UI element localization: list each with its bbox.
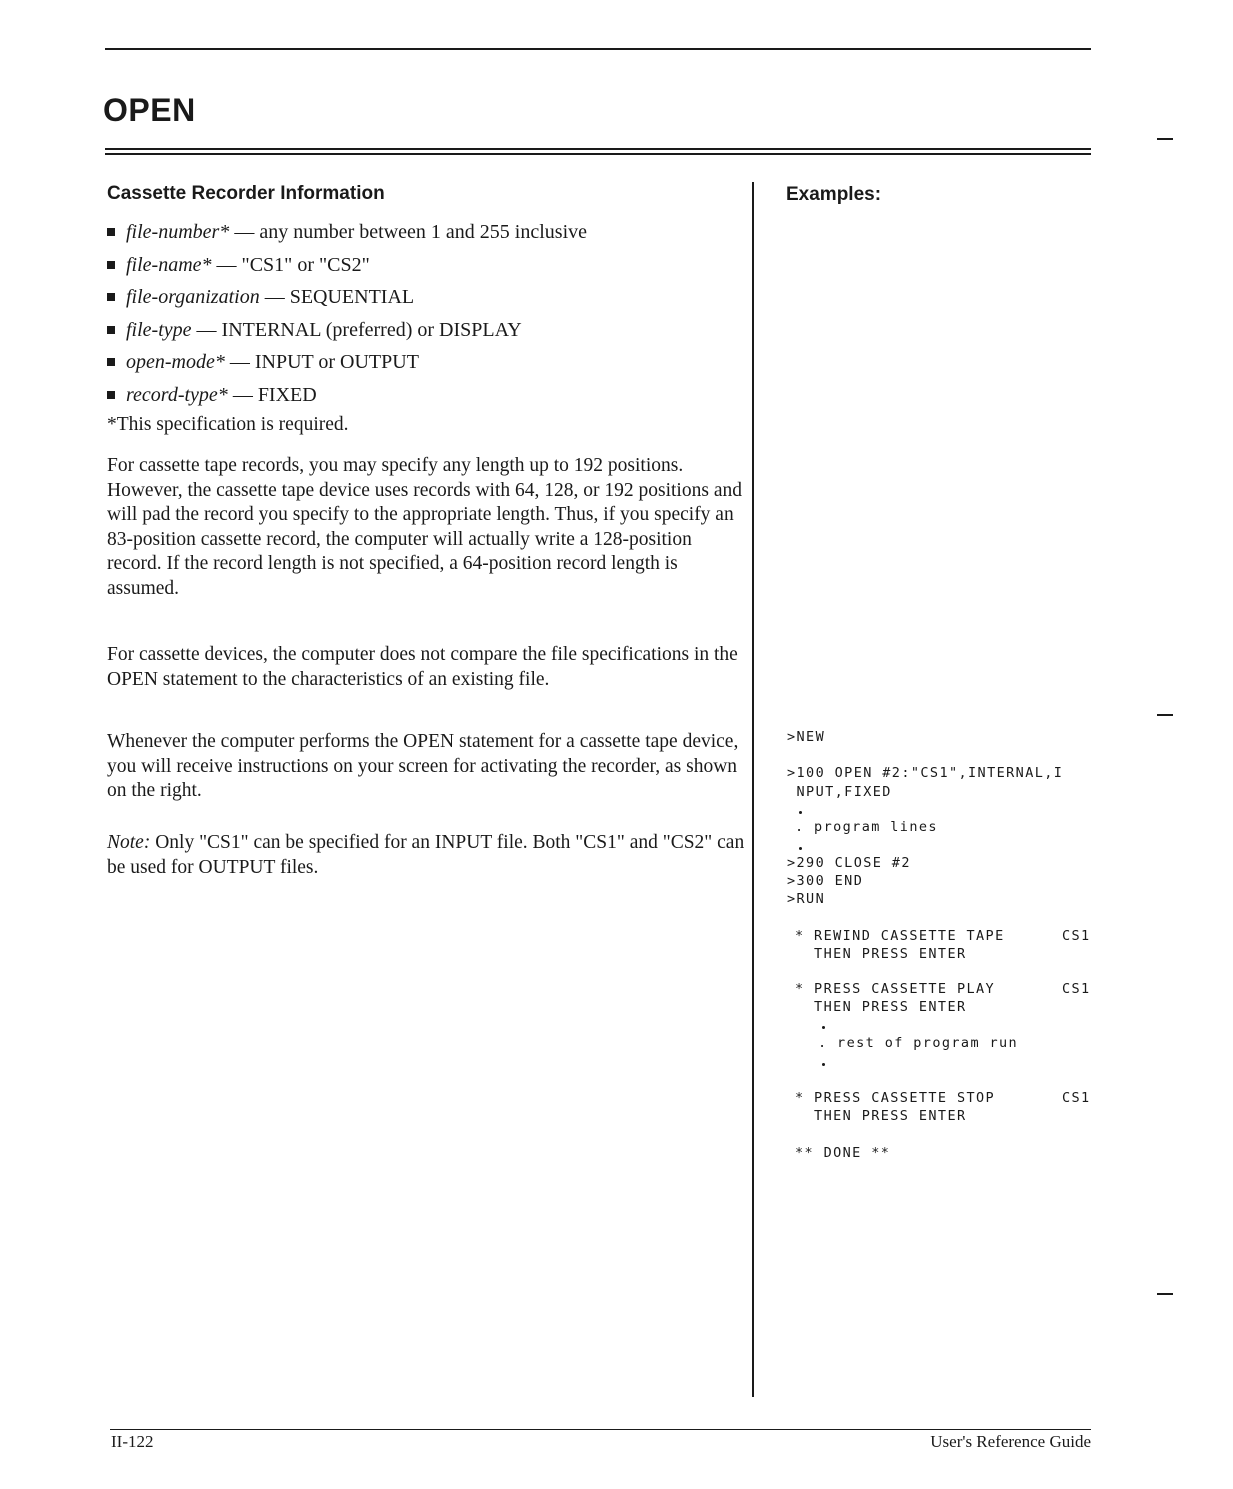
margin-mark	[1157, 714, 1173, 716]
bullet-icon	[107, 228, 115, 236]
spec-term: file-type	[126, 318, 192, 341]
spec-term: open-mode*	[126, 351, 225, 373]
spec-desc: — any number between 1 and 255 inclusive	[229, 221, 587, 243]
footer-rule	[110, 1429, 1091, 1430]
note-label: Note:	[107, 832, 151, 853]
prompt-done: ** DONE **	[795, 1145, 891, 1161]
list-item	[107, 379, 747, 412]
prompt-rewind-enter: THEN PRESS ENTER	[795, 946, 967, 962]
spec-desc: — INPUT or OUTPUT	[224, 351, 419, 373]
code-line-end: >300 END	[787, 873, 864, 889]
spec-term: file-organization	[126, 286, 260, 308]
top-rule	[105, 48, 1091, 50]
code-line-run: >RUN	[787, 891, 826, 907]
ellipsis-dot	[799, 811, 802, 814]
column-divider	[752, 182, 754, 1397]
prompt-rewind: * REWIND CASSETTE TAPE	[795, 928, 1005, 944]
code-line-rest: . rest of program run	[818, 1035, 1019, 1051]
bullet-icon	[107, 261, 115, 269]
prompt-play-enter: THEN PRESS ENTER	[795, 999, 967, 1015]
spec-desc: — INTERNAL (preferred) or DISPLAY	[191, 318, 522, 341]
ellipsis-dot	[822, 1026, 825, 1029]
prompt-play: * PRESS CASSETTE PLAY	[795, 981, 996, 997]
bullet-icon	[107, 391, 115, 399]
prompt-stop-device: CS1	[1062, 1090, 1091, 1106]
code-line-new: >NEW	[787, 729, 826, 745]
bullet-icon	[107, 326, 115, 334]
spec-list	[107, 216, 747, 411]
list-item	[107, 346, 747, 379]
spec-desc: — "CS1" or "CS2"	[211, 253, 370, 276]
paragraph-file-compare: For cassette devices, the computer does not compare the file specifications in the OPEN statement to the characteristics of an existing file.	[107, 644, 738, 690]
prompt-stop: * PRESS CASSETTE STOP	[795, 1090, 996, 1106]
spec-term: file-name*	[126, 253, 212, 276]
list-item	[107, 216, 747, 249]
spec-term: record-type*	[126, 383, 228, 406]
title-rule-upper	[105, 148, 1091, 150]
note-paragraph	[107, 831, 747, 880]
page-title: OPEN	[103, 92, 196, 128]
page-number: II-122	[111, 1432, 154, 1451]
prompt-play-device: CS1	[1062, 981, 1091, 997]
spec-term: file-number*	[126, 221, 230, 243]
code-line-open-cont: NPUT,FIXED	[787, 784, 892, 800]
paragraph-record-length: For cassette tape records, you may specify any length up to 192 positions. However, the cassette tape device uses records with 64, 128, or 192 positions and will pad the record you specify to the appropriate length. Thus, if you specify an 83-position cassette record, the computer will actually write a 128-position record. If the record length is not specified, a 64-position record length is assumed.	[107, 455, 742, 599]
paragraph-instructions: Whenever the computer performs the OPEN statement for a cassette tape device, you will receive instructions on your screen for activating the recorder, as shown on the right.	[107, 731, 739, 801]
list-item	[107, 249, 747, 282]
spec-desc: — FIXED	[227, 383, 317, 406]
list-item	[107, 281, 747, 314]
book-title: User's Reference Guide	[930, 1432, 1091, 1451]
section-heading-examples: Examples:	[786, 184, 882, 205]
section-heading-cassette: Cassette Recorder Information	[107, 183, 385, 204]
prompt-stop-enter: THEN PRESS ENTER	[795, 1108, 967, 1124]
list-item	[107, 314, 747, 347]
prompt-rewind-device: CS1	[1062, 928, 1091, 944]
code-line-program-lines: . program lines	[795, 819, 938, 835]
bullet-icon	[107, 358, 115, 366]
bullet-icon	[107, 293, 115, 301]
code-line-open: >100 OPEN #2:"CS1",INTERNAL,I	[787, 765, 1064, 781]
code-line-close: >290 CLOSE #2	[787, 855, 911, 871]
note-text: Only "CS1" can be specified for an INPUT file. Both "CS1" and "CS2" can be used for OUTPUT files.	[107, 832, 745, 878]
margin-mark	[1157, 138, 1173, 140]
ellipsis-dot	[822, 1063, 825, 1066]
spec-desc: — SEQUENTIAL	[259, 286, 415, 308]
required-footnote: *This specification is required.	[107, 414, 349, 435]
title-rule-lower	[105, 153, 1091, 155]
ellipsis-dot	[799, 847, 802, 850]
margin-mark	[1157, 1293, 1173, 1295]
